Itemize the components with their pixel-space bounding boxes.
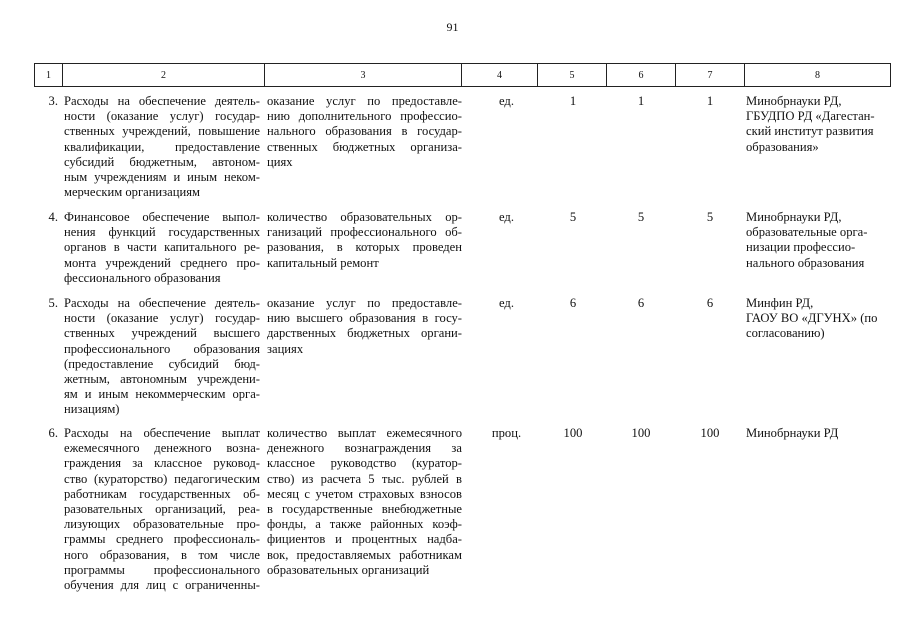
- text-line: зациях: [267, 341, 304, 356]
- row-number: 6.: [48, 426, 58, 440]
- text-line: монта учреждений среднего про-: [64, 255, 260, 270]
- header-row: [35, 64, 891, 87]
- text-line: программы профессионального: [64, 562, 260, 577]
- activity-name: [64, 210, 260, 286]
- indicator: [267, 94, 462, 170]
- text-line: ного образования, в том числе: [64, 547, 260, 562]
- text-line: граммы среднего профессиональ-: [64, 532, 260, 547]
- text-line: низации профессио-: [746, 240, 856, 255]
- text-line: мерческим организациям: [64, 185, 200, 200]
- text-line: работникам государственных об-: [64, 486, 260, 501]
- indicator: [267, 426, 462, 578]
- text-line: месяц с учетом страховых взносов: [267, 486, 462, 501]
- header-col-7: 7: [676, 64, 745, 87]
- text-line: разовательных организаций, реа-: [64, 502, 260, 517]
- text-line: ство) из расчета 5 тыс. рублей в: [267, 471, 462, 486]
- activity-name: [64, 94, 260, 200]
- text-line: субсидий бюджетным, автоном-: [64, 154, 260, 169]
- header-col-2: 2: [63, 64, 265, 87]
- text-line: ГБУДПО РД «Дагестан-: [746, 109, 875, 124]
- header-col-5: 5: [538, 64, 607, 87]
- text-line: образовательных организаций: [267, 562, 430, 577]
- text-line: профессионального образования: [64, 341, 260, 356]
- text-line: ям и иным некоммерческим орга-: [64, 387, 260, 402]
- value-col-5: 100: [563, 426, 583, 440]
- text-line: количество образовательных ор-: [267, 210, 462, 224]
- text-line: нию высшего образования в госу-: [267, 311, 462, 326]
- text-line: фессионального образования: [64, 270, 221, 285]
- value-col-5: 6: [569, 296, 577, 310]
- value-col-6: 5: [637, 210, 645, 224]
- text-line: жетным, автономным учреждени-: [64, 372, 260, 387]
- responsible-executor: [746, 296, 891, 342]
- text-line: граждения за классное руковод-: [64, 456, 260, 471]
- text-line: нального образования в государ-: [267, 124, 462, 139]
- text-line: низациям): [64, 402, 120, 417]
- text-line: ственных учреждений, повышение: [64, 124, 260, 139]
- text-line: (предоставление субсидий бюд-: [64, 356, 260, 371]
- page-number: 91: [446, 20, 459, 34]
- text-line: Расходы на обеспечение деятель-: [64, 296, 260, 310]
- text-line: капитальный ремонт: [267, 255, 379, 270]
- unit-of-measure: проц.: [491, 426, 522, 440]
- text-line: дарственных бюджетных органи-: [267, 326, 462, 341]
- value-col-6: 100: [631, 426, 651, 440]
- text-line: в государственные внебюджетные: [267, 502, 462, 517]
- row-number: 3.: [48, 94, 58, 108]
- activity-name: [64, 426, 260, 593]
- text-line: Расходы на обеспечение деятель-: [64, 94, 260, 108]
- text-line: Минобрнауки РД: [746, 426, 839, 440]
- indicator: [267, 210, 462, 271]
- value-col-7: 5: [706, 210, 714, 224]
- text-line: Минфин РД,: [746, 296, 814, 310]
- text-line: вок, предоставляемых работникам: [267, 547, 462, 562]
- header-col-8: 8: [745, 64, 891, 87]
- responsible-executor: [746, 426, 891, 441]
- value-col-7: 100: [700, 426, 720, 440]
- responsible-executor: [746, 210, 891, 271]
- text-line: ным учреждениям и иным неком-: [64, 170, 260, 185]
- text-line: количество выплат ежемесячного: [267, 426, 462, 440]
- text-line: обучения для лиц с ограниченны-: [64, 578, 260, 593]
- value-col-5: 1: [569, 94, 577, 108]
- text-line: квалификации, предоставление: [64, 139, 260, 154]
- activity-name: [64, 296, 260, 418]
- header-col-6: 6: [607, 64, 676, 87]
- value-col-5: 5: [569, 210, 577, 224]
- text-line: разования, в которых проведен: [267, 240, 462, 255]
- text-line: оказание услуг по предоставле-: [267, 296, 462, 310]
- text-line: ственных учреждений высшего: [64, 326, 260, 341]
- text-line: ности (оказание услуг) государ-: [64, 311, 260, 326]
- text-line: фициентов и процентных надба-: [267, 532, 462, 547]
- column-header-table: [34, 63, 891, 87]
- text-line: Финансовое обеспечение выпол-: [64, 210, 260, 224]
- text-line: ности (оказание услуг) государ-: [64, 109, 260, 124]
- row-number: 4.: [48, 210, 58, 224]
- text-line: образования»: [746, 139, 819, 154]
- value-col-6: 1: [637, 94, 645, 108]
- text-line: фонды, а также районных коэф-: [267, 517, 462, 532]
- responsible-executor: [746, 94, 891, 155]
- text-line: нию дополнительного профессио-: [267, 109, 462, 124]
- text-line: нения функций государственных: [64, 225, 260, 240]
- header-col-3: 3: [265, 64, 462, 87]
- text-line: ежемесячного денежного возна-: [64, 441, 260, 456]
- text-line: классное руководство (куратор-: [267, 456, 462, 471]
- text-line: ганизаций профессионального об-: [267, 225, 462, 240]
- value-col-6: 6: [637, 296, 645, 310]
- header-col-4: 4: [462, 64, 538, 87]
- header-col-1: 1: [35, 64, 63, 87]
- text-line: Минобрнауки РД,: [746, 94, 842, 108]
- unit-of-measure: ед.: [499, 296, 514, 310]
- text-line: оказание услуг по предоставле-: [267, 94, 462, 108]
- row-number: 5.: [48, 296, 58, 310]
- text-line: органов в части капитального ре-: [64, 240, 260, 255]
- text-line: согласованию): [746, 326, 825, 341]
- text-line: циях: [267, 154, 293, 169]
- text-line: Минобрнауки РД,: [746, 210, 842, 224]
- text-line: денежного вознаграждения за: [267, 441, 462, 456]
- text-line: ство (кураторство) педагогическим: [64, 471, 260, 486]
- unit-of-measure: ед.: [499, 94, 514, 108]
- text-line: лизующих образовательные про-: [64, 517, 260, 532]
- text-line: ГАОУ ВО «ДГУНХ» (по: [746, 311, 878, 326]
- text-line: образовательные орга-: [746, 225, 868, 240]
- unit-of-measure: ед.: [499, 210, 514, 224]
- text-line: ский институт развития: [746, 124, 874, 139]
- value-col-7: 6: [706, 296, 714, 310]
- value-col-7: 1: [706, 94, 714, 108]
- indicator: [267, 296, 462, 357]
- text-line: нального образования: [746, 255, 865, 270]
- text-line: ственных бюджетных организа-: [267, 139, 462, 154]
- text-line: Расходы на обеспечение выплат: [64, 426, 260, 440]
